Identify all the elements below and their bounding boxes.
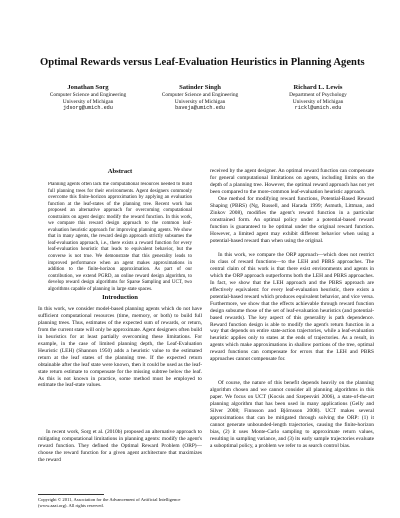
author-name: Jonathan Sorg	[67, 84, 109, 91]
author-email: jdsorg@umich.edu	[63, 105, 113, 112]
author-univ: University of Michigan	[62, 98, 114, 105]
author-dept: Department of Psychology	[289, 92, 347, 98]
abstract-text: Planning agents often lack the computational resources needed to build full planning trees for their environments. Agent designers commonly overcome this finite-horizon approximation by applying an evaluation function at the leaf-states of the planning tree. Recent work has proposed an alternative approach for overcoming computational constraints on agent design: modify the reward function. In this work, we compare this reward design approach to the common leaf-evaluation heuristic approach for improving planning agents. We show that in many agents, the reward design approach strictly subsumes the leaf-evaluation approach, i.e., there exists a reward function for every leaf-evaluation heuristic that leads to equivalent behavior, but the converse is not true. We demonstrate that this generality leads to improved performance when an agent makes approximations in addition to the finite-horizon approximation. As part of our contribution, we extend PGRD, an online reward design algorithm, to develop reward design algorithms for Sparse Sampling and UCT, two algorithms capable of planning in large state spaces.	[48, 182, 192, 292]
author-3	[270, 84, 366, 112]
right-paragraph-2: One method for modifying reward functions, Potential-Based Reward Shaping (PBRS) (Ng, Russell, and Harada 1999; Asmuth, Littman, and Zinkov 2008), modifies the agent's reward function in a particular constrained form. An optimal policy under a potential-based reward function is guaranteed to be optimal under the original reward function. However, a limited agent may exhibit different behavior when using a potential-based reward than when using the original.	[210, 196, 374, 244]
paper-title: Optimal Rewards versus Leaf-Evaluation Heuristics in Planning Agents	[40, 57, 365, 68]
author-name: Richard L. Lewis	[293, 84, 343, 91]
intro-paragraph-2: In recent work, Sorg et al. (2010b) proposed an alternative approach to mitigating computational limitations in planning agents: modify the agent's reward function. They defined the Optimal Reward Problem (ORP)—choose the reward function for a given agent architecture that maximizes the reward	[38, 429, 202, 463]
author-dept: Computer Science and Engineering	[161, 92, 239, 98]
right-paragraph-4: Of course, the nature of this benefit depends heavily on the planning algorithm chosen and we cannot consider all planning algorithms in this paper. We focus on UCT (Kocsis and Szepesvári 2006), a state-of-the-art planning algorithm that has been used in many applications (Gelly and Silver 2008; Finnsson and Björnsson 2008). UCT makes several approximations that can be mitigated through solving the ORP: (1) it cannot generate unbounded-length trajectories, causing the finite-horizon bias, (2) it uses Monte-Carlo sampling to approximate return values, resulting in sampling variance, and (3) its early sample trajectories evaluate a suboptimal policy, a problem we refer to as search control bias.	[210, 380, 374, 449]
intro-paragraph-1: In this work, we consider model-based planning agents which do not have sufficient computational resources (time, memory, or both) to build full planning trees. Thus, estimates of the expected sum of rewards, or return, from the current state will only be approximate. Agent designers often build in heuristics for at least partially overcoming these limitations. For example, in the case of limited planning depth, the Leaf-Evaluation Heuristic (LEH) (Shannon 1950) adds a heuristic value to the estimated return at the leaf states of the planning tree. If the expected return obtainable after the leaf state were known, then it could be used as the leaf-state return estimate to compensate for the missing subtree below the leaf. As this is not known in practice, some method must be employed to estimate the leaf-state values.	[38, 306, 202, 389]
abstract-heading: Abstract	[107, 168, 133, 175]
author-univ: University of Michigan	[292, 98, 344, 105]
author-block	[38, 84, 366, 124]
intro-heading: Introduction	[102, 294, 138, 301]
right-paragraph-3: In this work, we compare the ORP approach—which does not restrict its class of reward functions—to the LEH and PBRS approaches. The central claim of this work is that there exist environments and agents in which the ORP approach outperforms both the LEH and PBRS approaches. In fact, we show that the LEH approach and the PBRS approach are effectively equivalent: for every leaf-evaluation heuristic, there exists a potential-based reward which produces equivalent behavior, and vice versa. Furthermore, we show that the effects achievable through reward function design subsume those of the set of leaf-evaluation heuristics (and potential-based rewards). The key aspect of this generality is path dependence. Reward function design is able to modify the agent's return function in a way that depends on entire state-action trajectories, while a leaf-evaluation heuristic applies only to states at the ends of trajectories. As a result, in agents which make approximations in shallow portions of the tree, optimal reward functions can compensate for errors that the LEH and PBRS approaches cannot compensate for.	[210, 252, 374, 363]
copyright-footnote: Copyright © 2011, Association for the Advancement of Artificial Intelligence (www.aaai.org). All rights reserved.	[38, 497, 181, 508]
author-1	[38, 84, 138, 112]
author-dept: Computer Science and Engineering	[49, 92, 127, 98]
author-email: baveja@umich.edu	[175, 105, 225, 112]
author-2	[150, 84, 250, 112]
author-name: Satinder Singh	[179, 84, 221, 91]
footnote-rule	[38, 494, 104, 495]
right-paragraph-1: received by the agent designer. An optimal reward function can compensate for general computational limitations on agents, including limits on the depth of a planning tree. However, the optimal reward approach has not yet been compared to the more-common leaf-evaluation heuristic approach.	[210, 168, 374, 195]
author-univ: University of Michigan	[174, 98, 226, 105]
author-email: rickl@umich.edu	[294, 105, 342, 112]
